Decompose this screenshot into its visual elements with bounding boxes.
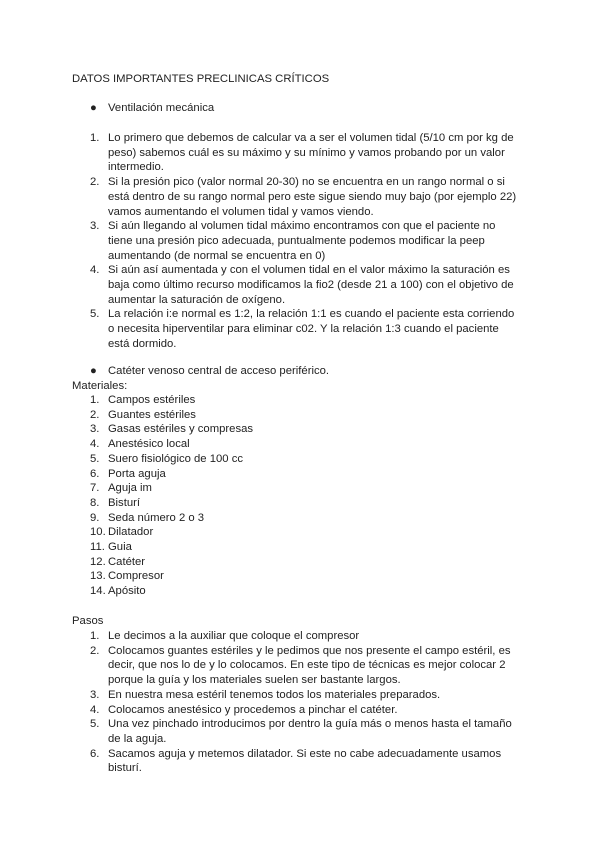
- pasos-label: Pasos: [72, 615, 104, 627]
- list-item: 1. Campos estériles: [90, 394, 196, 406]
- list-item: 6. Sacamos aguja y metemos dilatador. Si este no cabe adecuadamente usamos bisturí.: [90, 747, 502, 775]
- list-item: 1. Lo primero que debemos de calcular va a ser el volumen tidal (5/10 cm por kg de peso) sabemos cuál es su máximo y su mínimo y vamos probando por un valor intermedio.: [90, 132, 514, 174]
- bullet-text: Catéter venoso central de acceso periférico.: [108, 365, 330, 377]
- list-item: 2. Si la presión pico (valor normal 20-30) no se encuentra en un rango normal o si está dentro de su rango normal pero este sigue siendo muy bajo (por ejemplo 22) vamos aumentando el volumen tidal y vamos viendo.: [90, 176, 517, 218]
- list-item: 4. Colocamos anestésico y procedemos a pinchar el catéter.: [90, 703, 398, 716]
- list-item: 11. Guia: [90, 541, 132, 554]
- list-item: 12. Catéter: [90, 555, 146, 568]
- materiales-label: Materiales:: [72, 380, 128, 392]
- list-item: 5. Suero fisiológico de 100 cc: [90, 452, 244, 465]
- list-item: 4. Si aún así aumentada y con el volumen tidal en el valor máximo la saturación es baja como último recurso modificamos la fio2 (desde 21 a 100) con el objetivo de aumentar la saturación de oxígeno.: [90, 264, 514, 306]
- list-item: 8. Bisturí: [90, 496, 141, 509]
- list-item: 3. Gasas estériles y compresas: [90, 423, 254, 436]
- bullet-ventilacion: [90, 101, 214, 116]
- list-item: 5. La relación i:e normal es 1:2, la relación 1:1 es cuando el paciente esta corriendo o necesita hiperventilar para eliminar c02. Y la relación 1:3 cuando el paciente está dormido.: [90, 308, 515, 350]
- list-item: 5. Una vez pinchado introducimos por dentro la guía más o menos hasta el tamaño de la aguja.: [90, 718, 512, 745]
- materiales-list: [0, 393, 518, 599]
- list-item: 7. Aguja im: [90, 482, 152, 495]
- list-item: 2. Guantes estériles: [90, 408, 196, 421]
- bullet-text: Ventilación mecánica: [108, 102, 215, 114]
- list-item: 3. En nuestra mesa estéril tenemos todos los materiales preparados.: [90, 688, 441, 701]
- list-item: 1. Le decimos a la auxiliar que coloque el compresor: [90, 630, 360, 642]
- list-item: 14. Apósito: [90, 585, 146, 598]
- ventilacion-list: [0, 131, 518, 352]
- pasos-list: [0, 629, 518, 776]
- list-item: 4. Anestésico local: [90, 438, 190, 451]
- list-item: 6. Porta aguja: [90, 467, 166, 480]
- bullet-cateter: [90, 364, 329, 379]
- bullet-dot-icon: ●: [90, 365, 97, 377]
- list-item: 3. Si aún llegando al volumen tidal máximo encontramos con que el paciente no tiene una presión pico adecuada, puntualmente podemos modificar la peep aumentando (de normal se encuentra en 0): [90, 220, 496, 262]
- document-title: DATOS IMPORTANTES PRECLINICAS CRÍTICOS: [72, 73, 330, 85]
- list-item: 2. Colocamos guantes estériles y le pedimos que nos presente el campo estéril, es decir, que nos lo de y lo colocamos. En este tipo de técnicas es mejor colocar 2 porque la guía y los materiales suelen ser bastante largos.: [90, 644, 511, 687]
- list-item: 10. Dilatador: [90, 526, 154, 539]
- bullet-dot-icon: ●: [90, 102, 97, 114]
- list-item: 9. Seda número 2 o 3: [90, 511, 205, 524]
- list-item: 13. Compresor: [90, 570, 164, 583]
